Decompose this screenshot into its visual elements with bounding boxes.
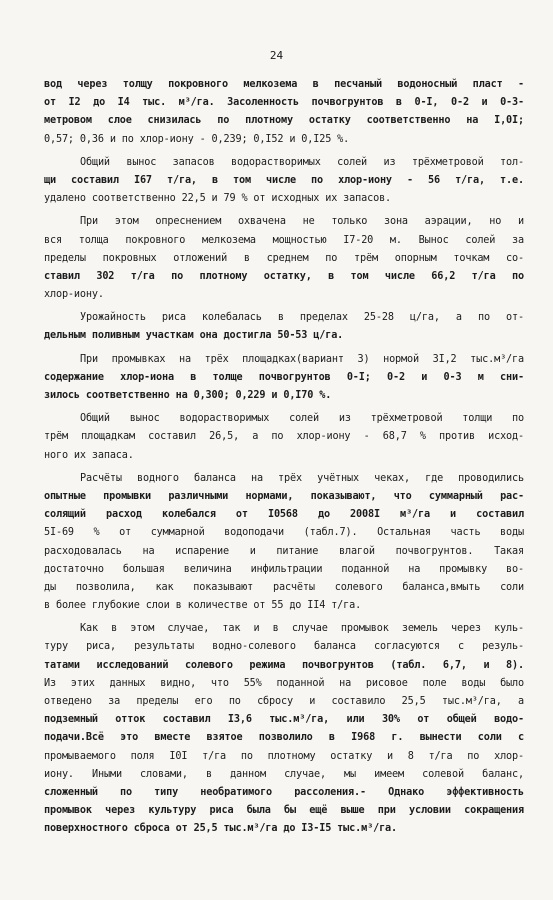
paragraph: [44, 410, 524, 465]
text-line: вод через толщу покровного мелкозема в песчаный водоносный пласт -: [44, 79, 524, 90]
text-line: зилось соответственно на 0,300; 0,229 и 0,I70 %.: [44, 390, 332, 401]
paragraph: [44, 620, 524, 838]
text-line: отведено за пределы его по сбросу и составило 25,5 тыс.м³/га, а: [44, 696, 524, 707]
text-line: При этом опреснением охвачена не только зона аэрации, но и: [80, 216, 524, 228]
text-line: подачи.Всё это вместе взятое позволило в I968 г. вынести соли с: [44, 732, 524, 744]
text-line: подземный отток составил I3,6 тыс.м³/га, или 30% от общей водо-: [44, 714, 524, 726]
text-line: сложенный по типу необратимого рассоления.- Однако эффективность: [44, 786, 524, 798]
text-line: солящий расход колебался от I0568 до 2008I м³/га и составил: [44, 509, 524, 521]
text-line: удалено соответственно 22,5 и 79 % от исходных их запасов.: [44, 193, 392, 205]
text-line: 5I-69 % от суммарной водоподачи (табл.7). Остальная часть воды: [44, 527, 524, 539]
text-line: вся толща покровного мелкозема мощностью I7-20 м. Вынос солей за: [44, 234, 525, 246]
text-line: ного их запаса.: [44, 449, 134, 461]
text-line: дельным поливным участкам она достигла 50-53 ц/га.: [44, 330, 344, 342]
paragraph: [44, 154, 524, 209]
text-line: трём площадкам составил 26,5, а по хлор-иону - 68,7 % против исход-: [44, 431, 524, 443]
text-line: Общий вынос водорастворимых солей из трёхметровой толщи по: [80, 413, 524, 425]
text-line: щи составил I67 т/га, в том числе по хлор-иону - 56 т/га, т.е.: [44, 174, 524, 186]
text-line: в более глубокие слои в количестве от 55 до II4 т/га.: [44, 600, 362, 612]
text-line: расходовалась на испарение и питание влагой почвогрунтов. Такая: [44, 545, 524, 557]
text-line: Как в этом случае, так и в случае промывок земель через куль-: [80, 623, 524, 635]
text-line: поверхностного сброса от 25,5 тыс.м³/га до I3-I5 тыс.м³/га.: [44, 823, 398, 835]
text-line: иону. Иными словами, в данном случае, мы имеем солевой баланс,: [44, 768, 524, 780]
text-line: пределы покровных отложений в среднем по трём опорным точкам со-: [44, 252, 524, 264]
body-text: [44, 76, 524, 844]
text-line: Из этих данных видно, что 55% поданной на рисовое поле воды было: [44, 677, 524, 689]
paragraph: [44, 213, 524, 304]
text-line: достаточно большая величина инфильтрации поданной на промывку во-: [44, 563, 524, 575]
text-line: Общий вынос запасов водорастворимых солей из трёхметровой тол-: [80, 156, 524, 168]
text-line: туру риса, результаты водно-солевого баланса согласуются с резуль-: [44, 641, 524, 653]
paragraph: [44, 309, 524, 345]
text-line: При промывках на трёх площадках(вариант 3) нормой 3I,2 тыс.м³/га: [80, 353, 524, 365]
text-line: ставил 302 т/га по плотному остатку, в том числе 66,2 т/га по: [44, 270, 524, 282]
page-number: 24: [269, 49, 284, 62]
text-line: 0,57; 0,36 и по хлор-иону - 0,239; 0,I52 и 0,I25 %.: [44, 133, 350, 145]
text-line: опытные промывки различными нормами, показывают, что суммарный рас-: [44, 490, 524, 502]
paragraph: [44, 76, 524, 149]
text-line: метровом слое снизилась по плотному остатку соответственно на I,0I;: [44, 115, 524, 127]
text-line: Урожайность риса колебалась в пределах 25-28 ц/га, а по от-: [80, 312, 524, 324]
paragraph: [44, 351, 524, 406]
text-line: промываемого поля I0I т/га по плотному остатку и 8 т/га по хлор-: [44, 750, 524, 762]
text-line: хлор-иону.: [44, 289, 104, 301]
paragraph: [44, 470, 524, 616]
text-line: содержание хлор-иона в толще почвогрунтов 0-I; 0-2 и 0-3 м сни-: [44, 371, 524, 383]
text-line: промывок через культуру риса была бы ещё выше при условии сокращения: [44, 805, 524, 817]
text-line: ды позволила, как показывают расчёты солевого баланса,вмыть соли: [44, 581, 524, 593]
text-line: Расчёты водного баланса на трёх учётных чеках, где проводились: [80, 472, 524, 484]
text-line: от I2 до I4 тыс. м³/га. Засоленность почвогрунтов в 0-I, 0-2 и 0-3-: [44, 97, 524, 109]
text-line: татами исследований солевого режима почвогрунтов (табл. 6,7, и 8).: [44, 659, 524, 671]
